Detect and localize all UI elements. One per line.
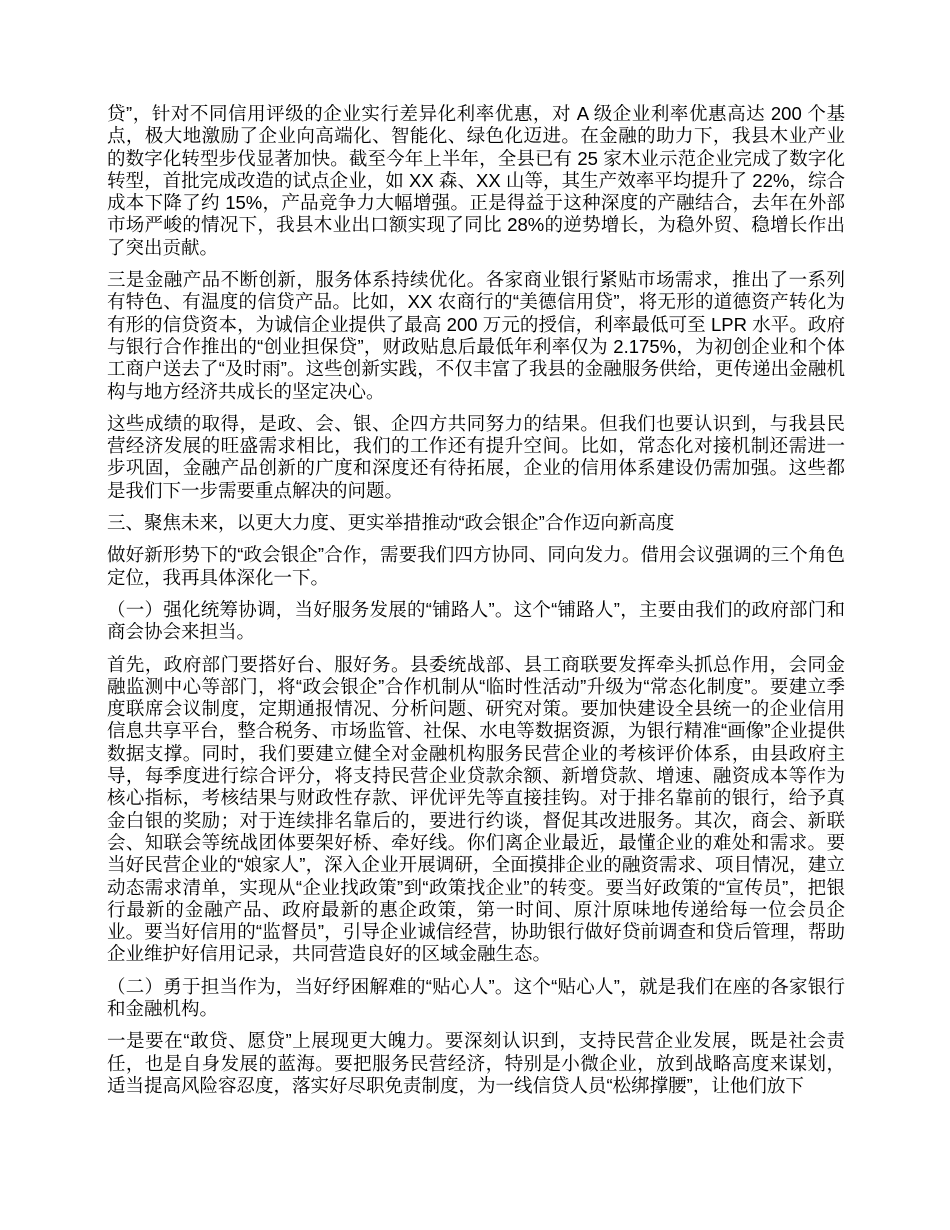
paragraph-5: 做好新形势下的“政会银企”合作，需要我们四方协同、同向发力。借用会议强调的三个角色定位，我再具体深化一下。 bbox=[107, 544, 845, 588]
paragraph-8: （二）勇于担当作为，当好纾困解难的“贴心人”。这个“贴心人”，就是我们在座的各家银行和金融机构。 bbox=[107, 975, 845, 1019]
paragraph-9: 一是要在“敢贷、愿贷”上展现更大魄力。要深刻认识到，支持民营企业发展，既是社会责任，也是自身发展的蓝海。要把服务民营经济，特别是小微企业，放到战略高度来谋划，适当提高风险容忍度，落实好尽职免责制度，为一线信贷人员“松绑撑腰”，让他们放下 bbox=[107, 1030, 845, 1096]
paragraph-7: 首先，政府部门要搭好台、服好务。县委统战部、县工商联要发挥牵头抓总作用，会同金融监测中心等部门，将“政会银企”合作机制从“临时性活动”升级为“常态化制度”。要建立季度联席会议制度，定期通报情况、分析问题、研究对策。要加快建设全县统一的企业信用信息共享平台，整合税务、市场监管、社保、水电等数据资源，为银行精准“画像”企业提供数据支撑。同时，我们要建立健全对金融机构服务民营企业的考核评价体系，由县政府主导，每季度进行综合评分，将支持民营企业贷款余额、新增贷款、增速、融资成本等作为核心指标，考核结果与财政性存款、评优评先等直接挂钩。对于排名靠前的银行，给予真金白银的奖励；对于连续排名靠后的，要进行约谈，督促其改进服务。其次，商会、新联会、知联会等统战团体要架好桥、牵好线。你们离企业最近，最懂企业的难处和需求。要当好民营企业的“娘家人”，深入企业开展调研，全面摸排企业的融资需求、项目情况，建立动态需求清单，实现从“企业找政策”到“政策找企业”的转变。要当好政策的“宣传员”，把银行最新的金融产品、政府最新的惠企政策，第一时间、原汁原味地传递给每一位会员企业。要当好信用的“监督员”，引导企业诚信经营，协助银行做好贷前调查和贷后管理，帮助企业维护好信用记录，共同营造良好的区域金融生态。 bbox=[107, 653, 845, 965]
document-body bbox=[107, 103, 845, 1097]
section-heading: 三、聚焦未来，以更大力度、更实举措推动“政会银企”合作迈向新高度 bbox=[107, 512, 675, 534]
paragraph-3: 这些成绩的取得，是政、会、银、企四方共同努力的结果。但我们也要认识到，与我县民营经济发展的旺盛需求相比，我们的工作还有提升空间。比如，常态化对接机制还需进一步巩固，金融产品创新的广度和深度还有待拓展，企业的信用体系建设仍需加强。这些都是我们下一步需要重点解决的问题。 bbox=[107, 412, 845, 501]
paragraph-6: （一）强化统筹协调，当好服务发展的“铺路人”。这个“铺路人”，主要由我们的政府部门和商会协会来担当。 bbox=[107, 598, 845, 643]
paragraph-2: 三是金融产品不断创新，服务体系持续优化。各家商业银行紧贴市场需求，推出了一系列有特色、有温度的信贷产品。比如，XX 农商行的“美德信用贷”，将无形的道德资产转化为有形的信贷资本，为诚信企业提供了最高 200 万元的授信，利率最低可至 LPR 水平。政府与银行合作推出的“创业担保贷”，财政贴息后最低年利率仅为 2.175%，为初创企业和个体工商户送去了“及时雨”。这些创新实践，不仅丰富了我县的金融服务供给，更传递出金融机构与地方经济共成长的坚定决心。 bbox=[107, 269, 845, 402]
paragraph-1: 贷”，针对不同信用评级的企业实行差异化利率优惠，对 A 级企业利率优惠高达 200 个基点，极大地激励了企业向高端化、智能化、绿色化迈进。在金融的助力下，我县木业产业的数字化转型步伐显著加快。截至今年上半年，全县已有 25 家木业示范企业完成了数字化转型，首批完成改造的试点企业，如 XX 森、XX 山等，其生产效率平均提升了 22%，综合成本下降了约 15%，产品竞争力大幅增强。正是得益于这种深度的产融结合，去年在外部市场严峻的情况下，我县木业出口额实现了同比 28%的逆势增长，为稳外贸、稳增长作出了突出贡献。 bbox=[107, 103, 845, 258]
